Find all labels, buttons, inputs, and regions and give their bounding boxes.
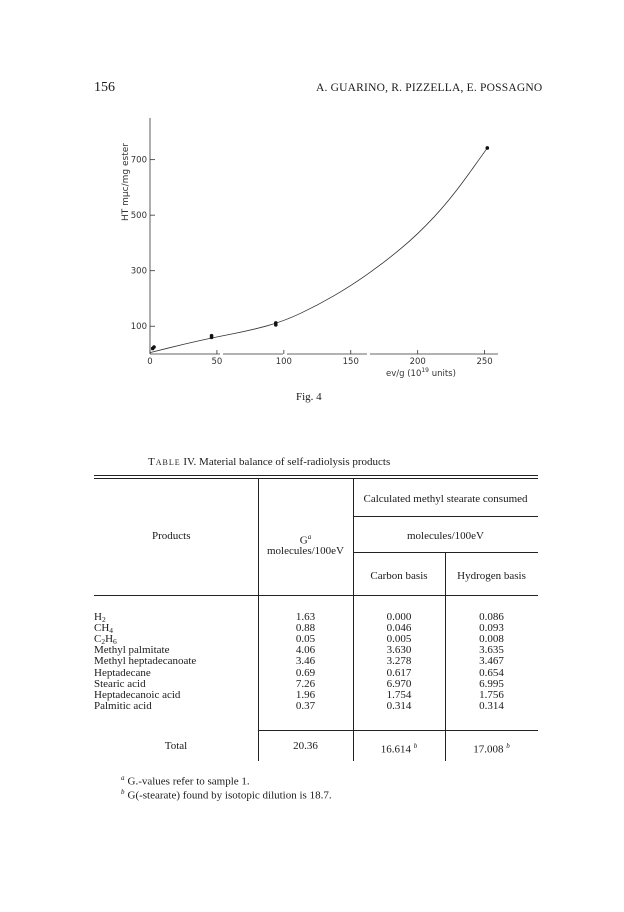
header-carbon-basis: Carbon basis — [370, 570, 428, 582]
table-top-rule — [94, 475, 538, 476]
header-g: $G^a$ — [299, 533, 312, 547]
cell-g: 0.05 — [295, 633, 316, 646]
y-tick-label: 500 — [130, 211, 147, 222]
cell-hydrogen: 3.467 — [479, 655, 504, 668]
product-name: Methyl heptadecanoate — [94, 655, 197, 668]
x-tick-label: 100 — [275, 357, 292, 367]
product-name: $H_2$ — [94, 611, 106, 624]
table-total-rule — [258, 730, 538, 731]
x-tick-label: 250 — [476, 357, 493, 367]
cell-hydrogen: 0.086 — [479, 611, 504, 623]
footnote-a: $^a$ G.-values refer to sample 1. — [121, 774, 250, 788]
y-axis-label: HT mμc/mg ester — [121, 143, 131, 221]
cell-g: 0.88 — [295, 622, 316, 635]
page-number: 156 — [94, 80, 115, 95]
product-name: $C_2H_6$ — [94, 633, 117, 647]
cell-carbon: 0.046 — [386, 622, 412, 635]
cell-carbon: 6.970 — [386, 677, 412, 690]
consumed-subheader-rule — [353, 516, 538, 517]
x-tick-label: 0 — [147, 357, 153, 367]
cell-g: 4.06 — [295, 644, 316, 657]
running-head-authors: A. GUARINO, R. PIZZELLA, E. POSSAGNO — [316, 82, 543, 94]
cell-g: 3.46 — [295, 655, 316, 668]
cell-g: 1.63 — [295, 611, 316, 623]
chart-points — [151, 146, 489, 350]
data-point — [210, 334, 214, 338]
x-tick-label: 200 — [409, 357, 426, 367]
product-name: Stearic acid — [94, 677, 146, 690]
total-hydrogen: 17.008 $^b$ — [473, 742, 510, 756]
cell-hydrogen: 3.635 — [479, 644, 504, 657]
cell-hydrogen: 6.995 — [479, 677, 504, 690]
data-point — [485, 146, 489, 150]
cell-g: 1.96 — [295, 688, 316, 701]
chart-ticks — [131, 156, 493, 367]
header-consumed-units: molecules/100eV — [407, 530, 484, 542]
table-label: Table — [148, 456, 181, 468]
data-point — [274, 321, 278, 325]
x-tick-label: 150 — [342, 357, 359, 367]
cell-carbon: 0.314 — [386, 699, 412, 712]
figure-4-chart — [110, 110, 510, 382]
table-header-rule — [94, 595, 538, 596]
header-g-units: molecules/100eV — [267, 545, 344, 557]
cell-hydrogen: 0.314 — [479, 699, 504, 712]
cell-hydrogen: 0.008 — [479, 633, 504, 646]
cell-carbon: 1.754 — [386, 688, 412, 701]
figure-caption: Fig. 4 — [296, 391, 322, 403]
x-axis-label: ev/g ($10^{19}$ units) — [386, 367, 456, 379]
cell-carbon: 0.000 — [386, 611, 412, 623]
total-label: Total — [164, 740, 188, 752]
chart-axes — [150, 118, 498, 354]
cell-g: 0.69 — [295, 666, 316, 679]
cell-hydrogen: 0.093 — [479, 622, 504, 635]
cell-hydrogen: 0.654 — [479, 666, 504, 679]
y-tick-label: 100 — [130, 322, 147, 333]
table-number-title: IV. Material balance of self-radiolysis products — [183, 456, 391, 468]
cell-carbon: 0.617 — [386, 666, 412, 679]
cell-carbon: 3.630 — [386, 644, 412, 657]
y-tick-label: 700 — [130, 155, 147, 166]
x-tick-label: 50 — [211, 357, 223, 367]
total-carbon: 16.614 $^b$ — [380, 742, 418, 756]
product-name: Palmitic acid — [94, 699, 152, 712]
header-products: Products — [152, 530, 191, 542]
table-title — [148, 456, 390, 468]
product-name: Heptadecanoic acid — [94, 688, 181, 701]
y-tick-label: 300 — [130, 266, 147, 277]
cell-carbon: 3.278 — [386, 655, 412, 668]
cell-carbon: 0.005 — [386, 633, 412, 646]
product-name: Heptadecane — [94, 666, 151, 679]
cell-hydrogen: 1.756 — [479, 688, 504, 701]
cell-g: 7.26 — [295, 677, 316, 690]
product-name: Methyl palmitate — [94, 644, 170, 657]
product-name: $CH_4$ — [94, 622, 114, 636]
footnote-b: $^b$ G(-stearate) found by isotopic dilution is 18.7. — [121, 788, 332, 802]
data-point — [152, 345, 156, 349]
cell-g: 0.37 — [295, 699, 316, 712]
header-consumed: Calculated methyl stearate consumed — [363, 493, 528, 505]
table-top-rule-2 — [94, 478, 538, 479]
header-hydrogen-basis: Hydrogen basis — [457, 570, 526, 582]
chart-curve — [150, 148, 487, 353]
total-g: 20.36 — [293, 740, 318, 752]
